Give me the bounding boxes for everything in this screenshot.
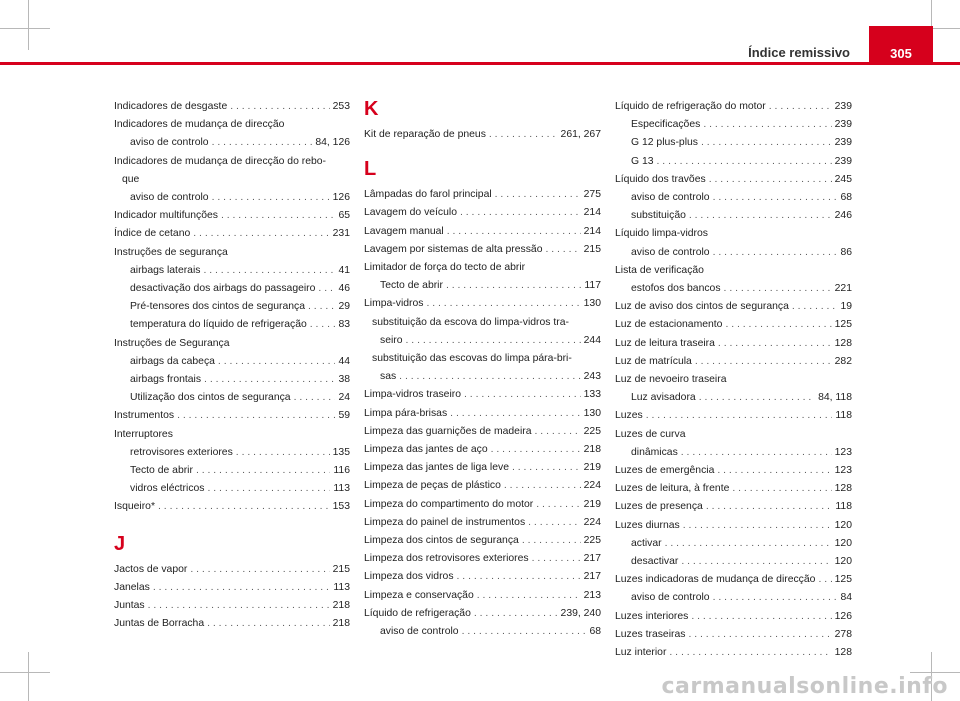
- index-column-1: [114, 98, 350, 633]
- index-entry: Luz de leitura traseira . . . 128: [615, 335, 852, 353]
- index-entry: Líquido de refrigeração . . . 239, 240: [364, 605, 601, 623]
- index-entry: Indicadores de mudança de direcção: [114, 119, 285, 131]
- section-letter: K: [364, 98, 379, 120]
- index-entry: Luzes interiores . . . 126: [615, 608, 852, 626]
- index-subentry: substituição da escova do limpa-vidros tra-: [372, 316, 569, 328]
- index-entry: Lavagem por sistemas de alta pressão . . . 215: [364, 241, 601, 259]
- index-entry: Juntas . . . 218: [114, 597, 350, 615]
- index-subentry: dinâmicas . . . 123: [615, 444, 852, 462]
- section-letter: J: [114, 532, 126, 555]
- index-entry: Limpeza dos vidros . . . 217: [364, 568, 601, 586]
- index-entry: Luz de estacionamento . . . 125: [615, 316, 852, 334]
- index-subentry: aviso de controlo . . . 84, 126: [114, 134, 350, 152]
- page-number: 305: [890, 46, 912, 61]
- index-entry: Juntas de Borracha . . . 218: [114, 615, 350, 633]
- index-entry: Limpeza das guarnições de madeira . . . 225: [364, 423, 601, 441]
- crop-mark: [0, 672, 50, 673]
- index-entry: Lista de verificação: [615, 264, 704, 276]
- index-entry: Índice de cetano . . . 231: [114, 225, 350, 243]
- index-entry: Líquido dos travões . . . 245: [615, 171, 852, 189]
- index-subentry: Luz avisadora . . . 84, 118: [615, 389, 852, 407]
- crop-mark: [28, 652, 29, 701]
- index-entry: Limpeza dos cintos de segurança . . . 225: [364, 532, 601, 550]
- index-entry: Indicadores de mudança de direcção do rebo-: [114, 155, 326, 167]
- index-entry: Indicadores de desgaste . . . 253: [114, 98, 350, 116]
- index-subentry: desactivação dos airbags do passageiro . . . 46: [114, 280, 350, 298]
- index-subentry: Tecto de abrir . . . 116: [114, 462, 350, 480]
- index-entry: Kit de reparação de pneus . . . 261, 267: [364, 126, 601, 144]
- index-entry: Lavagem do veículo . . . 214: [364, 204, 601, 222]
- index-entry: Luzes de leitura, à frente . . . 128: [615, 480, 852, 498]
- index-column-2: [364, 98, 601, 641]
- crop-mark: [910, 672, 960, 673]
- index-entry: Lâmpadas do farol principal . . . 275: [364, 186, 601, 204]
- section-letter: L: [364, 158, 377, 181]
- index-entry: Janelas . . . 113: [114, 579, 350, 597]
- index-entry: Limpeza de peças de plástico . . . 224: [364, 477, 601, 495]
- index-entry: Limpa-vidros traseiro . . . 133: [364, 386, 601, 404]
- index-subentry: G 13 . . . 239: [615, 153, 852, 171]
- index-subentry: substituição . . . 246: [615, 207, 852, 225]
- index-subentry: aviso de controlo . . . 86: [615, 244, 852, 262]
- index-subentry: substituição das escovas do limpa pára-bri-: [372, 353, 572, 365]
- index-entry: Luzes indicadoras de mudança de direcção . . . 125: [615, 571, 852, 589]
- index-subentry: retrovisores exteriores . . . 135: [114, 444, 350, 462]
- index-entry: Luzes traseiras . . . 278: [615, 626, 852, 644]
- index-entry: Instrumentos . . . 59: [114, 407, 350, 425]
- header-rule: [0, 62, 960, 65]
- index-entry: Luz interior . . . 128: [615, 644, 852, 662]
- index-entry: Interruptores: [114, 428, 173, 440]
- index-column-3: [615, 98, 852, 662]
- index-subentry: Pré-tensores dos cintos de segurança . . . 29: [114, 298, 350, 316]
- index-subentry: airbags da cabeça . . . 44: [114, 353, 350, 371]
- index-subentry-continuation: sas . . . 243: [364, 368, 601, 386]
- index-subentry: aviso de controlo . . . 126: [114, 189, 350, 207]
- index-subentry: temperatura do líquido de refrigeração . . . 83: [114, 316, 350, 334]
- index-entry: Limpeza do compartimento do motor . . . 219: [364, 496, 601, 514]
- index-entry: Luzes de presença . . . 118: [615, 498, 852, 516]
- watermark-text: carmanualsonline.info: [661, 674, 948, 699]
- index-subentry: Tecto de abrir . . . 117: [364, 277, 601, 295]
- index-subentry: desactivar . . . 120: [615, 553, 852, 571]
- index-entry: Lavagem manual . . . 214: [364, 223, 601, 241]
- index-subentry: vidros eléctricos . . . 113: [114, 480, 350, 498]
- index-entry: Limpeza e conservação . . . 213: [364, 587, 601, 605]
- index-entry: Luzes . . . 118: [615, 407, 852, 425]
- index-entry: Luz de aviso dos cintos de segurança . . . 19: [615, 298, 852, 316]
- index-entry: Limpa pára-brisas . . . 130: [364, 405, 601, 423]
- index-entry: Limpa-vidros . . . 130: [364, 295, 601, 313]
- index-subentry: aviso de controlo . . . 84: [615, 589, 852, 607]
- index-subentry: Especificações . . . 239: [615, 116, 852, 134]
- index-entry: Limpeza do painel de instrumentos . . . 224: [364, 514, 601, 532]
- index-entry: Luzes de emergência . . . 123: [615, 462, 852, 480]
- index-entry: Luzes diurnas . . . 120: [615, 517, 852, 535]
- index-subentry: G 12 plus-plus . . . 239: [615, 134, 852, 152]
- index-entry: Indicador multifunções . . . 65: [114, 207, 350, 225]
- index-subentry: Utilização dos cintos de segurança . . . 24: [114, 389, 350, 407]
- index-entry-continuation: que: [122, 173, 140, 185]
- page-header-title: Índice remissivo: [748, 45, 850, 60]
- index-subentry-continuation: seiro . . . 244: [364, 332, 601, 350]
- index-entry: Líquido limpa-vidros: [615, 228, 708, 240]
- index-entry: Luz de nevoeiro traseira: [615, 374, 727, 386]
- index-entry: Luz de matrícula . . . 282: [615, 353, 852, 371]
- index-entry: Limpeza dos retrovisores exteriores . . . 217: [364, 550, 601, 568]
- crop-mark: [0, 28, 50, 29]
- index-subentry: airbags frontais . . . 38: [114, 371, 350, 389]
- index-entry: Luzes de curva: [615, 428, 686, 440]
- index-entry: Limpeza das jantes de aço . . . 218: [364, 441, 601, 459]
- index-subentry: aviso de controlo . . . 68: [364, 623, 601, 641]
- index-subentry: aviso de controlo . . . 68: [615, 189, 852, 207]
- index-subentry: activar . . . 120: [615, 535, 852, 553]
- index-entry: Líquido de refrigeração do motor . . . 239: [615, 98, 852, 116]
- index-entry: Instruções de segurança: [114, 246, 228, 258]
- index-entry: Limpeza das jantes de liga leve . . . 219: [364, 459, 601, 477]
- index-subentry: airbags laterais . . . 41: [114, 262, 350, 280]
- index-entry: Jactos de vapor . . . 215: [114, 561, 350, 579]
- index-entry: Instruções de Segurança: [114, 337, 230, 349]
- index-entry: Limitador de força do tecto de abrir: [364, 262, 526, 274]
- index-entry: Isqueiro* . . . 153: [114, 498, 350, 516]
- index-subentry: estofos dos bancos . . . 221: [615, 280, 852, 298]
- page-number-box: [869, 26, 933, 65]
- crop-mark: [28, 0, 29, 50]
